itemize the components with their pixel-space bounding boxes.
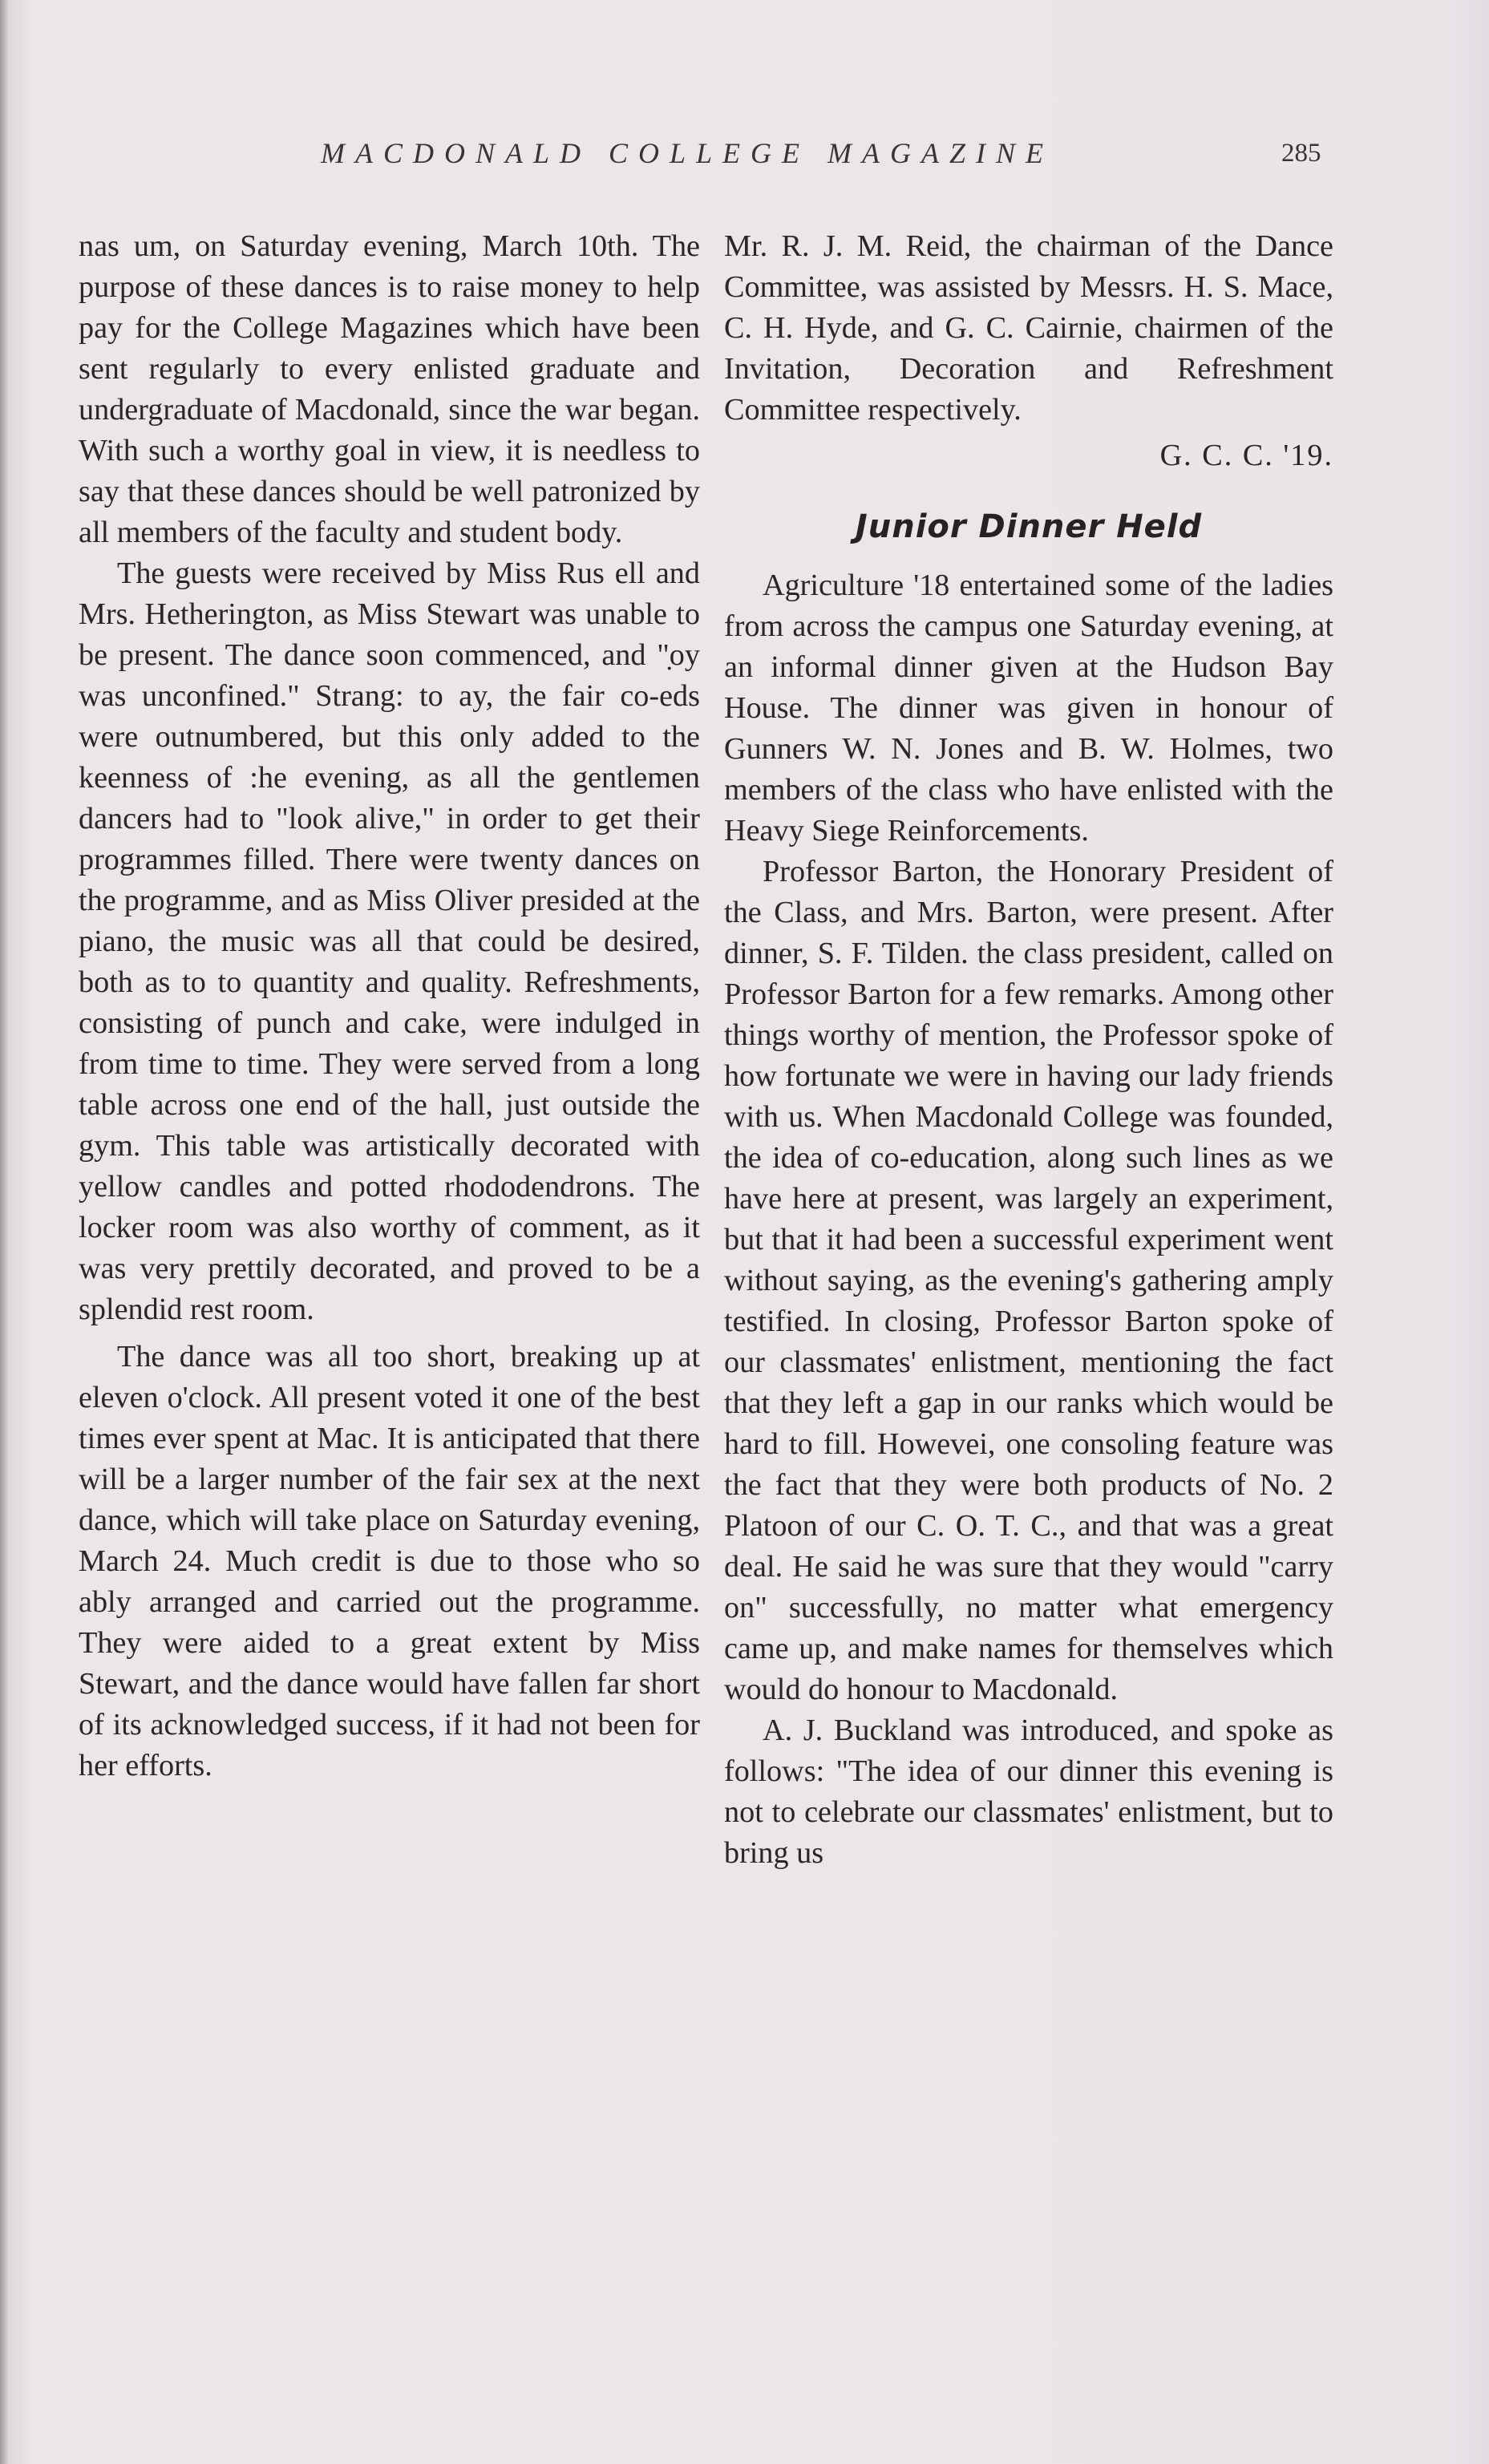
running-head: MACDONALD COLLEGE MAGAZINE xyxy=(321,137,1054,169)
paragraph: The dance was all too short, breaking up at eleven o'clock. All present voted it one of the best times ever spent at Mac. It is anticipated that there will be a larger number of the fair sex at the next dance, which will take place on Saturday evening, March 24. Much credit is due to those who so ably arranged and carried out the programme. They were aided to a great extent by Miss Stewart, and the dance would have fallen far short of its acknowledged success, if it had not been for her efforts. xyxy=(79,1340,700,1782)
author-signature: G. C. C. '19. xyxy=(1159,439,1333,472)
page-number: 285 xyxy=(1281,139,1321,168)
left-column xyxy=(79,226,700,1786)
paragraph: A. J. Buckland was introduced, and spoke as follows: "The idea of our dinner this evening is not to celebrate our classmates' enlistment, but to bring us xyxy=(724,1713,1333,1870)
paragraph: Professor Barton, the Honorary President of the Class, and Mrs. Barton, were present. After dinner, S. F. Tilden. the class president, called on Professor Barton for a few remarks. Among other things worthy of mention, the Professor spoke of how fortunate we were in having our lady friends with us. When Macdonald College was founded, the idea of co-education, along such lines as we have here at present, was largely an experiment, but that it had been a successful experiment went without saying, as the evening's gathering amply testified. In closing, Professor Barton spoke of our classmates' enlistment, mentioning the fact that they left a gap in our ranks which would be hard to fill. Howevei, one consoling feature was the fact that they were both products of No. 2 Platoon of our C. O. T. C., and that was a great deal. He said he was sure that they would "carry on" successfully, no matter what emergency came up, and make names for themselves which would do honour to Macdonald. xyxy=(724,855,1333,1706)
right-column xyxy=(724,226,1333,1874)
paragraph: Agriculture '18 entertained some of the ladies from across the campus one Saturday evening, at an informal dinner given at the Hudson Bay House. The dinner was given in honour of Gunners W. N. Jones and B. W. Holmes, two members of the class who have enlisted with the Heavy Siege Reinforcements. xyxy=(724,568,1333,848)
section-title: Junior Dinner Held xyxy=(855,508,1203,545)
paragraph: nas um, on Saturday evening, March 10th. The purpose of these dances is to raise money to help pay for the College Magazines which have been sent regularly to every enlisted graduate and undergraduate of Macdonald, since the war began. With such a worthy goal in view, it is needless to say that these dances should be well patronized by all members of the faculty and student body. xyxy=(79,229,700,549)
paragraph: Mr. R. J. M. Reid, the chairman of the Dance Committee, was assisted by Messrs. H. S. Mace, C. H. Hyde, and G. C. Cairnie, chairmen of the Invitation, Decoration and Refreshment Committee respectively. xyxy=(724,229,1333,427)
paragraph: The guests were received by Miss Rus ell and Mrs. Hetherington, as Miss Stewart was unable to be present. The dance soon commenced, and "̣oy was unconfined." Strang: to ay, the fair co-eds were outnumbered, but this only added to the keenness of :he evening, as all the gentlemen dancers had to "look alive," in order to get their programmes filled. There were twenty dances on the programme, and as Miss Oliver presided at the piano, the music was all that could be desired, both as to to quantity and quality. Refreshments, consisting of punch and cake, were indulged in from time to time. They were served from a long table across one end of the hall, just outside the gym. This table was artistically decorated with yellow candles and potted rhododendrons. The locker room was also worthy of comment, as it was very prettily decorated, and proved to be a splendid rest room. xyxy=(79,556,700,1326)
page-binding-edge xyxy=(0,0,8,2464)
